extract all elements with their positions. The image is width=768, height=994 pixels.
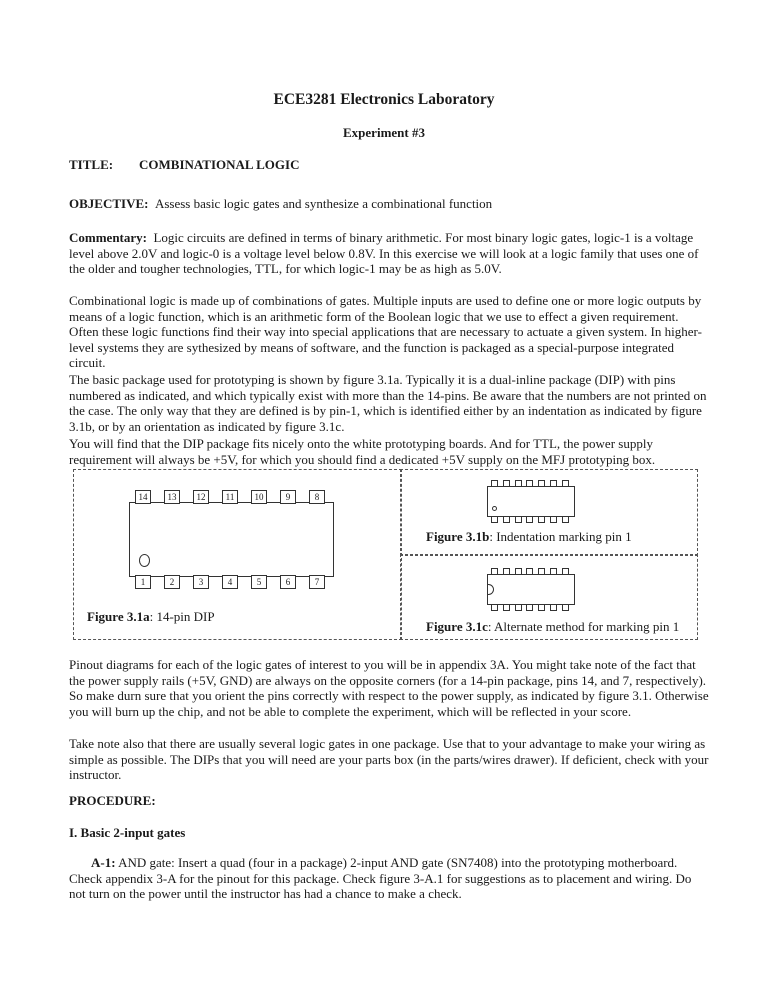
pin: 9	[280, 490, 296, 504]
commentary-paragraph	[69, 230, 709, 277]
pin: 5	[251, 575, 267, 589]
course-title: ECE3281 Electronics Laboratory	[273, 91, 495, 108]
top-pin-row	[135, 490, 325, 504]
figure-3-1b-box	[400, 469, 698, 556]
figure-label: Figure 3.1b	[426, 529, 490, 544]
figure-3-1a-caption	[87, 609, 215, 625]
pin: 1	[135, 575, 151, 589]
pin: 6	[280, 575, 296, 589]
section-heading: I. Basic 2-input gates	[69, 825, 186, 840]
pin: 10	[251, 490, 267, 504]
bottom-pin-row	[491, 604, 569, 611]
figure-3-1c-caption	[426, 619, 679, 635]
title-value: COMBINATIONAL LOGIC	[139, 157, 300, 172]
title-label: TITLE:	[69, 157, 114, 172]
dip-small-body	[487, 486, 575, 517]
paragraph-combinational: Combinational logic is made up of combinations of gates. Multiple inputs are used to define one or more logic outputs by means of a logic function, which is an arithmetic form of the Boolean logic that we use to effect a given requirement. Often these logic functions find their way into special applications that are necessary to actuate a given system. In higher-level systems they are sythesized by means of software, and the function is packaged as a special-purpose integrated circuit.	[69, 293, 702, 370]
figure-caption-text: : Alternate method for marking pin 1	[487, 619, 680, 634]
title-row	[69, 157, 299, 173]
paragraph-several-gates: Take note also that there are usually several logic gates in one package. Use that to your advantage to make your wiring as simple as possible. The DIPs that you will need are your parts box (in the parts/wires drawer). If deficient, check with your instructor.	[69, 736, 709, 782]
dip-small-body	[487, 574, 575, 605]
procedure-heading: PROCEDURE:	[69, 793, 156, 808]
paragraph-pinout: Pinout diagrams for each of the logic gates of interest to you will be in appendix 3A. You might take note of the fact that the power supply rails (+5V, GND) are always on the opposite corners (for a 14-pin package, pins 14, and 7, respectively). So make durn sure that you orient the pins correctly with respect to the power supply, as indicated by figure 3.1. Otherwise you will burn up the chip, and not be able to complete the experiment, which will be reflected in your score.	[69, 657, 709, 719]
pin1-circle-icon	[139, 554, 150, 567]
paragraph-dip-fit: You will find that the DIP package fits nicely onto the white prototyping boards. And for TTL, the power supply requirement will always be +5V, for which you should find a dedicated +5V supply on the MFJ prototyping box.	[69, 436, 656, 467]
pin: 14	[135, 490, 151, 504]
pin: 4	[222, 575, 238, 589]
objective-label: OBJECTIVE:	[69, 196, 149, 211]
pin: 13	[164, 490, 180, 504]
objective-row	[69, 196, 492, 212]
pin: 3	[193, 575, 209, 589]
notch-icon	[487, 584, 494, 595]
commentary-label: Commentary:	[69, 230, 147, 245]
paragraph-package: The basic package used for prototyping is shown by figure 3.1a. Typically it is a dual-inline package (DIP) with pins numbered as indicated, and which typically exist with more than the 14-pins. Be aware that the numbers are not printed on the case. The only way that they are defined is by pin-1, which is identified either by an indentation as indicated by figure 3.1b, or by an orientation as indicated by figure 3.1c.	[69, 372, 707, 434]
figure-label: Figure 3.1a	[87, 609, 150, 624]
top-pin-row	[491, 568, 569, 575]
bottom-pin-row	[491, 516, 569, 523]
figure-label: Figure 3.1c	[426, 619, 488, 634]
figure-3-1c-box	[400, 554, 698, 640]
top-pin-row	[491, 480, 569, 487]
figure-3-1b-caption	[426, 529, 632, 545]
dip-14-pin-body	[129, 502, 334, 577]
pin: 8	[309, 490, 325, 504]
commentary-text: Logic circuits are defined in terms of binary arithmetic. For most binary logic gates, logic-1 is a voltage level above 2.0V and logic-0 is a voltage level below 0.8V. In this exercise we will look at a logic family that uses one of the older and tougher technologies, TTL, for which logic-1 may be as high as 5.0V.	[69, 230, 699, 276]
pin: 7	[309, 575, 325, 589]
indentation-dot-icon	[492, 506, 497, 511]
figure-3-1a-box	[73, 469, 402, 640]
pin: 12	[193, 490, 209, 504]
figure-caption-text: : 14-pin DIP	[149, 609, 215, 624]
pin: 2	[164, 575, 180, 589]
pin: 11	[222, 490, 238, 504]
objective-value: Assess basic logic gates and synthesize a combinational function	[154, 196, 493, 211]
step-a1-paragraph	[69, 855, 709, 902]
step-label: A-1:	[91, 855, 116, 870]
bottom-pin-row	[135, 575, 325, 589]
step-text: AND gate: Insert a quad (four in a package) 2-input AND gate (SN7408) into the prototyping motherboard. Check appendix 3-A for the pinout for this package. Check figure 3-A.1 for suggestions as to placement and wiring. Do not turn on the power until the instructor has had a chance to make a check.	[69, 855, 692, 901]
experiment-number: Experiment #3	[343, 125, 425, 140]
figure-caption-text: : Indentation marking pin 1	[489, 529, 632, 544]
